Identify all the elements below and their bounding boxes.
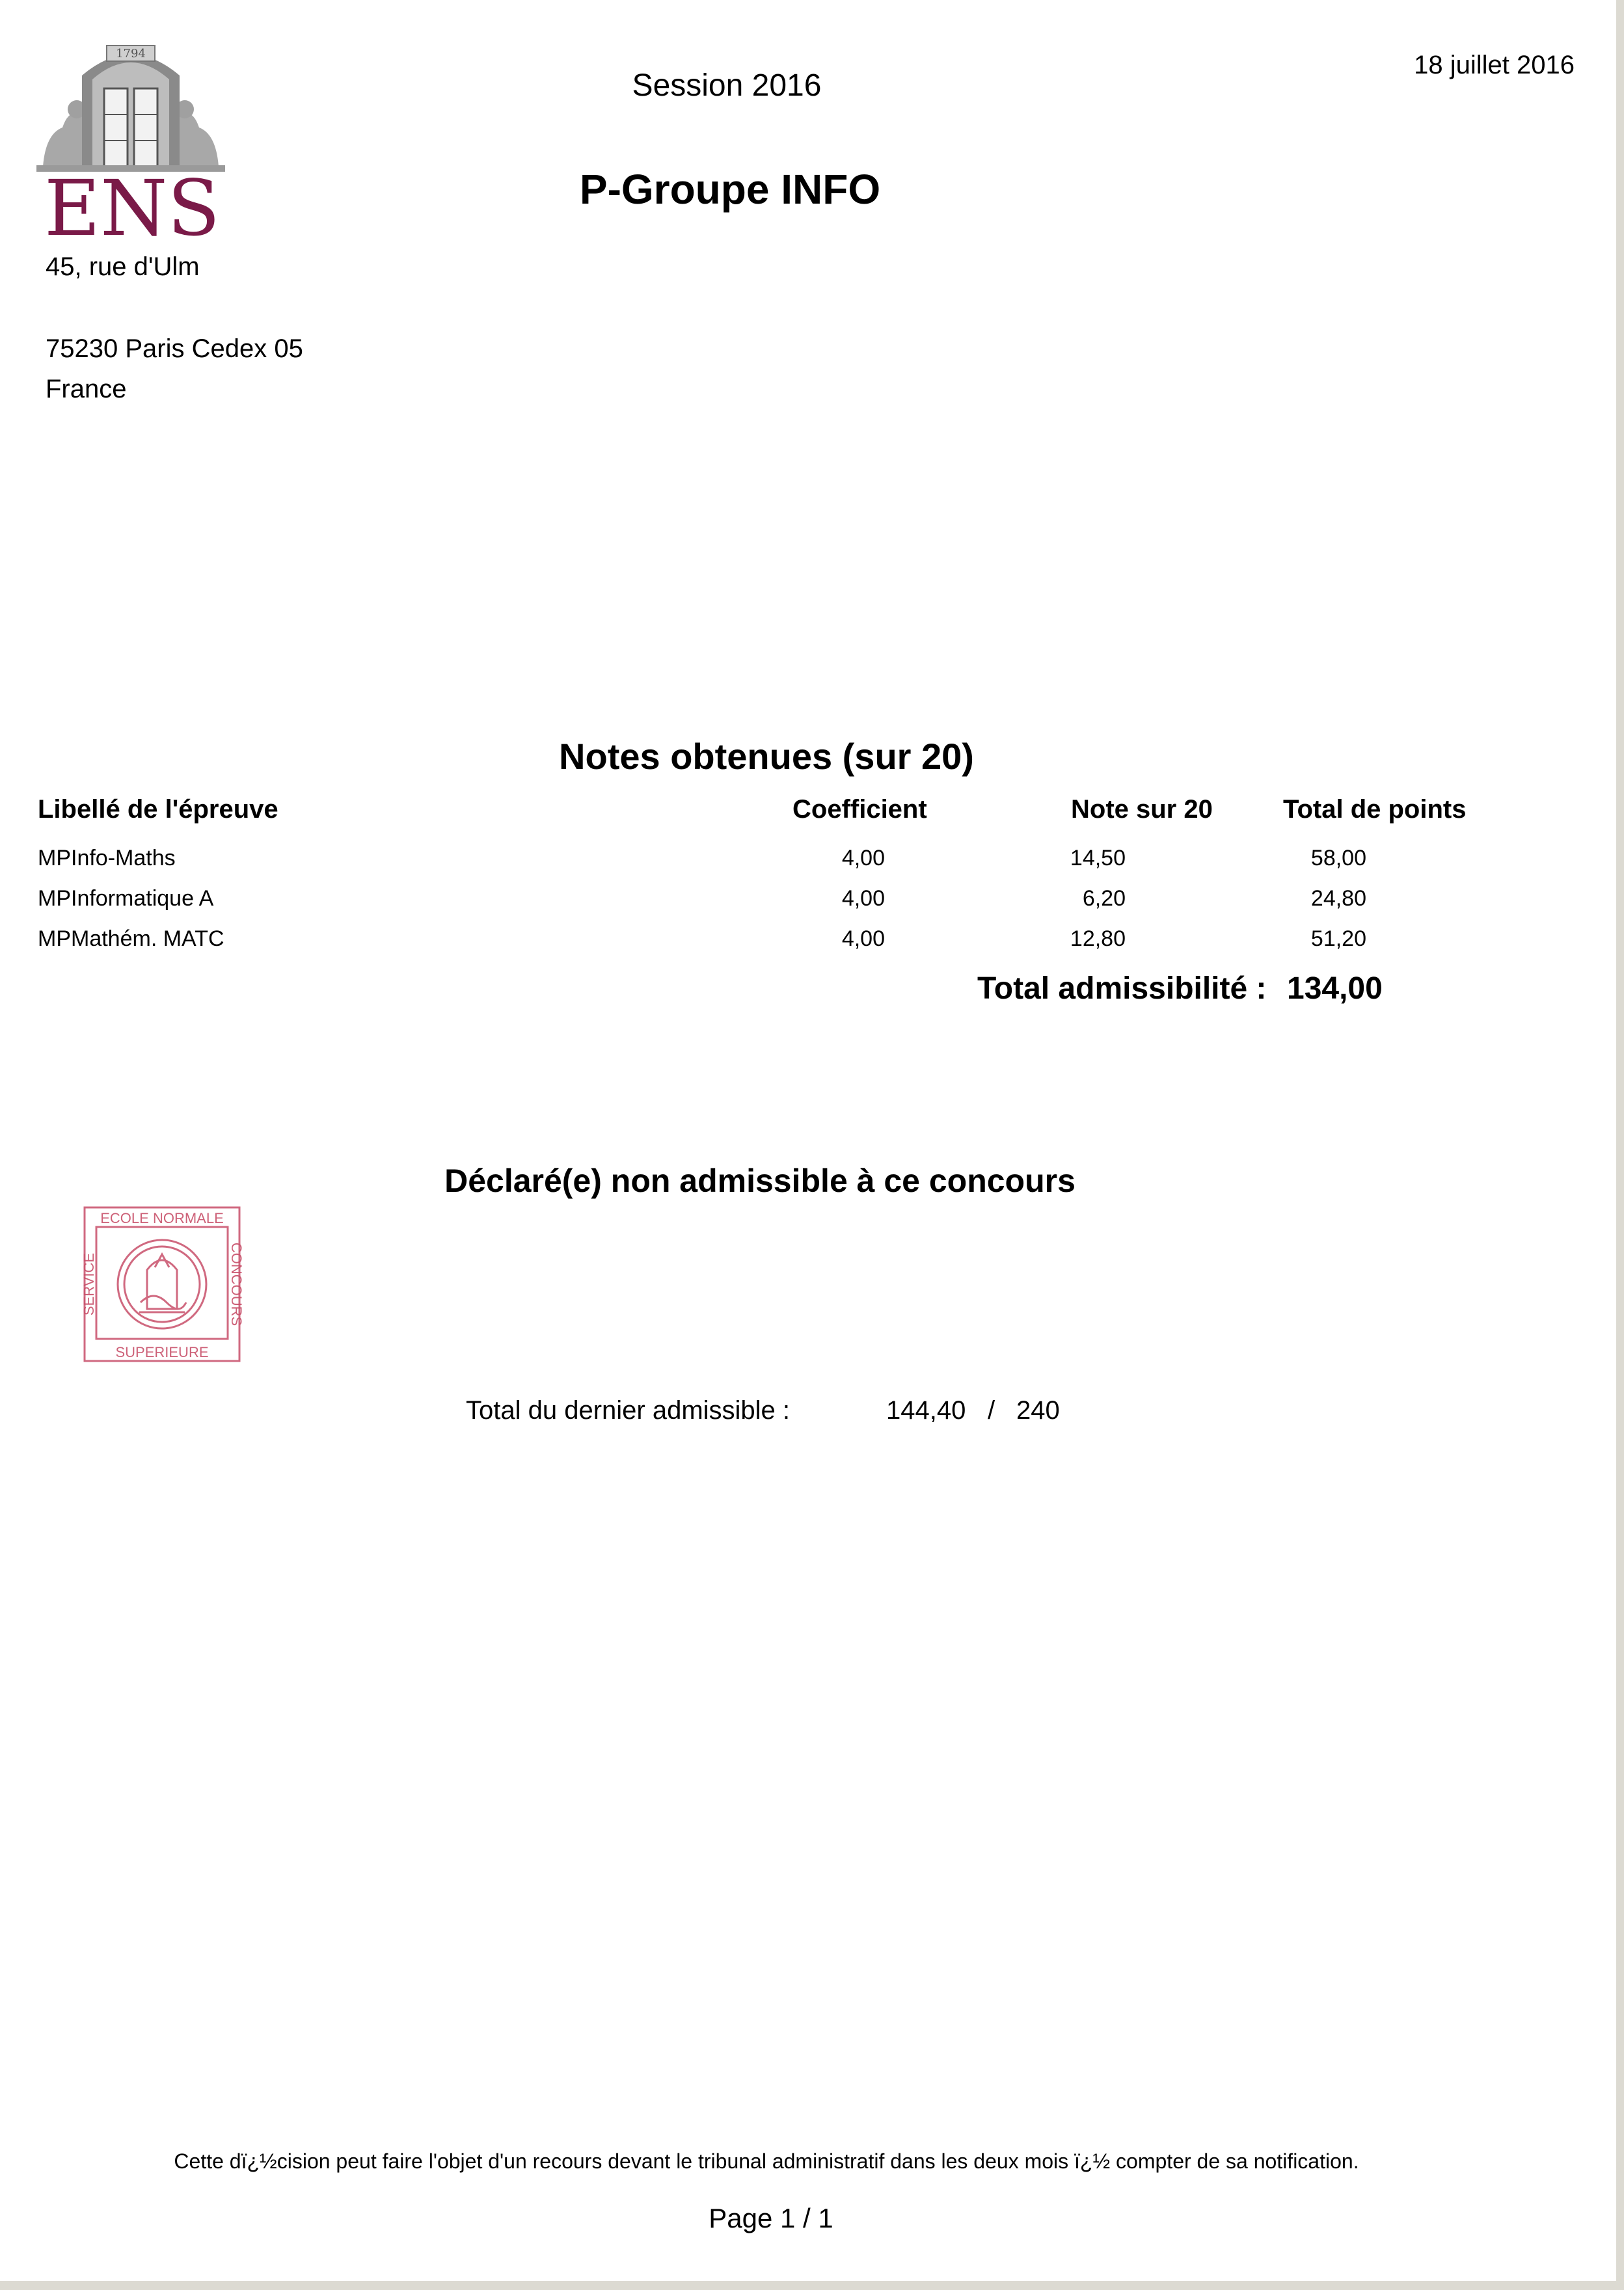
row-label: MPInformatique A xyxy=(38,886,214,911)
address-line-2: 75230 Paris Cedex 05 xyxy=(46,334,303,363)
decision-text: Déclaré(e) non admissible à ce concours xyxy=(444,1163,1076,1199)
row-coefficient: 4,00 xyxy=(841,846,885,870)
col-header-label: Libellé de l'épreuve xyxy=(38,795,278,824)
appeal-notice: Cette dï¿½cision peut faire l'objet d'un recours devant le tribunal administratif dans les deux mois ï¿½ compter de sa notification. xyxy=(174,2149,1359,2173)
row-points: 58,00 xyxy=(1310,846,1366,870)
row-note: 14,50 xyxy=(1070,846,1126,870)
logo-text: ENS xyxy=(44,163,221,253)
session-title: Session 2016 xyxy=(632,68,822,103)
col-header-note: Note sur 20 xyxy=(1071,795,1213,824)
row-label: MPMathém. MATC xyxy=(38,926,224,951)
row-note: 12,80 xyxy=(1070,926,1126,951)
notes-title: Notes obtenues (sur 20) xyxy=(559,736,974,777)
last-admissible-value: 144,40 xyxy=(886,1396,966,1425)
col-header-total: Total de points xyxy=(1283,795,1467,824)
last-admissible-label: Total du dernier admissible : xyxy=(466,1396,791,1425)
row-points: 51,20 xyxy=(1310,926,1366,951)
address-line-1: 45, rue d'Ulm xyxy=(46,252,200,281)
row-note: 6,20 xyxy=(1082,886,1126,911)
last-admissible-max: 240 xyxy=(1016,1396,1060,1425)
stamp-right-text: CONCOURS xyxy=(228,1242,245,1327)
row-coefficient: 4,00 xyxy=(841,926,885,951)
stamp-left-text: SERVICE xyxy=(81,1252,97,1316)
row-coefficient: 4,00 xyxy=(841,886,885,911)
row-label: MPInfo-Maths xyxy=(38,846,176,870)
address-line-3: France xyxy=(46,375,127,403)
last-admissible-separator: / xyxy=(988,1396,995,1425)
total-admissibility-label: Total admissibilité : xyxy=(977,971,1267,1006)
stamp-bottom-text: SUPERIEURE xyxy=(115,1344,209,1360)
col-header-coefficient: Coefficient xyxy=(792,795,927,824)
page-number: Page 1 / 1 xyxy=(709,2203,833,2233)
logo-year: 1794 xyxy=(116,47,146,61)
stamp-top-text: ECOLE NORMALE xyxy=(100,1210,224,1226)
school-stamp-icon xyxy=(81,1205,245,1364)
group-title: P-Groupe INFO xyxy=(579,166,881,213)
total-admissibility-value: 134,00 xyxy=(1287,971,1383,1006)
document-date: 18 juillet 2016 xyxy=(1414,51,1575,79)
row-points: 24,80 xyxy=(1310,886,1366,911)
